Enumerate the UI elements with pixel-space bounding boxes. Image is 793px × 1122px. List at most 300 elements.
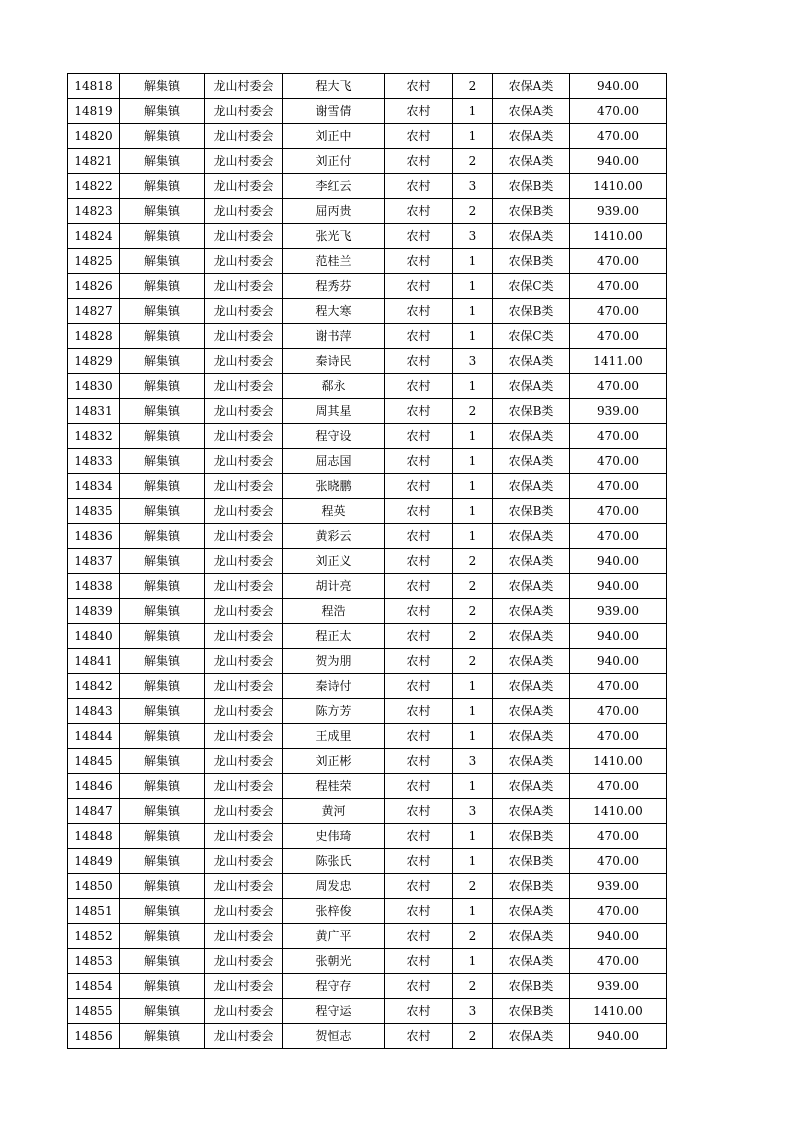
cell-count: 1 [453,299,493,324]
cell-count: 1 [453,724,493,749]
cell-category: 农保A类 [493,574,570,599]
cell-amount: 1410.00 [570,799,667,824]
cell-count: 2 [453,649,493,674]
cell-town: 解集镇 [120,199,205,224]
cell-area-type: 农村 [385,974,453,999]
cell-village: 龙山村委会 [205,324,283,349]
cell-count: 1 [453,699,493,724]
cell-count: 1 [453,274,493,299]
table-row [68,74,667,99]
cell-name: 贺为朋 [283,649,385,674]
cell-area-type: 农村 [385,524,453,549]
cell-town: 解集镇 [120,274,205,299]
cell-area-type: 农村 [385,499,453,524]
cell-category: 农保A类 [493,774,570,799]
cell-village: 龙山村委会 [205,274,283,299]
cell-name: 程秀芬 [283,274,385,299]
cell-name: 郗永 [283,374,385,399]
cell-count: 3 [453,749,493,774]
cell-area-type: 农村 [385,699,453,724]
cell-village: 龙山村委会 [205,474,283,499]
cell-amount: 940.00 [570,649,667,674]
cell-village: 龙山村委会 [205,674,283,699]
cell-count: 1 [453,849,493,874]
cell-village: 龙山村委会 [205,874,283,899]
cell-village: 龙山村委会 [205,574,283,599]
cell-category: 农保A类 [493,349,570,374]
cell-amount: 940.00 [570,149,667,174]
cell-count: 2 [453,149,493,174]
cell-town: 解集镇 [120,149,205,174]
cell-count: 1 [453,424,493,449]
cell-count: 2 [453,74,493,99]
cell-name: 程守运 [283,999,385,1024]
cell-area-type: 农村 [385,99,453,124]
cell-name: 刘正中 [283,124,385,149]
cell-category: 农保B类 [493,499,570,524]
cell-town: 解集镇 [120,524,205,549]
table-row [68,174,667,199]
cell-name: 秦诗付 [283,674,385,699]
cell-amount: 1411.00 [570,349,667,374]
cell-amount: 1410.00 [570,749,667,774]
table-row [68,924,667,949]
cell-id: 14845 [68,749,120,774]
cell-amount: 470.00 [570,849,667,874]
cell-town: 解集镇 [120,949,205,974]
cell-area-type: 农村 [385,774,453,799]
cell-amount: 470.00 [570,374,667,399]
cell-name: 秦诗民 [283,349,385,374]
cell-count: 2 [453,574,493,599]
table-row [68,574,667,599]
cell-village: 龙山村委会 [205,149,283,174]
cell-name: 陈方芳 [283,699,385,724]
cell-name: 张晓鹏 [283,474,385,499]
cell-count: 1 [453,474,493,499]
cell-town: 解集镇 [120,499,205,524]
cell-amount: 940.00 [570,574,667,599]
cell-count: 3 [453,799,493,824]
cell-area-type: 农村 [385,849,453,874]
table-row [68,999,667,1024]
cell-count: 2 [453,1024,493,1049]
cell-category: 农保A类 [493,374,570,399]
cell-amount: 470.00 [570,424,667,449]
cell-town: 解集镇 [120,624,205,649]
cell-category: 农保A类 [493,949,570,974]
cell-id: 14847 [68,799,120,824]
cell-village: 龙山村委会 [205,424,283,449]
cell-town: 解集镇 [120,574,205,599]
table-row [68,149,667,174]
cell-category: 农保B类 [493,199,570,224]
cell-town: 解集镇 [120,649,205,674]
cell-area-type: 农村 [385,749,453,774]
cell-category: 农保A类 [493,524,570,549]
cell-id: 14821 [68,149,120,174]
cell-count: 2 [453,974,493,999]
cell-town: 解集镇 [120,224,205,249]
cell-area-type: 农村 [385,399,453,424]
cell-town: 解集镇 [120,799,205,824]
cell-category: 农保A类 [493,799,570,824]
cell-id: 14823 [68,199,120,224]
cell-category: 农保B类 [493,174,570,199]
table-row [68,874,667,899]
cell-name: 屈志国 [283,449,385,474]
cell-area-type: 农村 [385,274,453,299]
cell-name: 王成里 [283,724,385,749]
cell-id: 14841 [68,649,120,674]
cell-name: 黄河 [283,799,385,824]
cell-amount: 470.00 [570,249,667,274]
cell-village: 龙山村委会 [205,624,283,649]
cell-area-type: 农村 [385,149,453,174]
cell-category: 农保B类 [493,299,570,324]
table-row [68,774,667,799]
cell-id: 14844 [68,724,120,749]
cell-town: 解集镇 [120,324,205,349]
cell-category: 农保A类 [493,549,570,574]
cell-count: 3 [453,349,493,374]
table-row [68,199,667,224]
cell-category: 农保C类 [493,324,570,349]
cell-village: 龙山村委会 [205,299,283,324]
cell-count: 1 [453,824,493,849]
cell-town: 解集镇 [120,249,205,274]
cell-id: 14849 [68,849,120,874]
cell-town: 解集镇 [120,174,205,199]
cell-id: 14832 [68,424,120,449]
cell-area-type: 农村 [385,1024,453,1049]
cell-category: 农保A类 [493,699,570,724]
cell-amount: 470.00 [570,899,667,924]
cell-category: 农保A类 [493,99,570,124]
cell-count: 1 [453,949,493,974]
cell-id: 14830 [68,374,120,399]
cell-id: 14828 [68,324,120,349]
cell-area-type: 农村 [385,649,453,674]
cell-count: 3 [453,174,493,199]
cell-town: 解集镇 [120,599,205,624]
cell-count: 1 [453,899,493,924]
cell-amount: 470.00 [570,99,667,124]
cell-name: 史伟琦 [283,824,385,849]
cell-area-type: 农村 [385,599,453,624]
cell-village: 龙山村委会 [205,749,283,774]
cell-name: 范桂兰 [283,249,385,274]
cell-count: 1 [453,99,493,124]
cell-name: 李红云 [283,174,385,199]
cell-area-type: 农村 [385,74,453,99]
cell-area-type: 农村 [385,449,453,474]
cell-amount: 939.00 [570,199,667,224]
cell-town: 解集镇 [120,699,205,724]
cell-amount: 939.00 [570,874,667,899]
table-row [68,749,667,774]
cell-category: 农保A类 [493,924,570,949]
cell-count: 2 [453,399,493,424]
cell-town: 解集镇 [120,849,205,874]
cell-village: 龙山村委会 [205,999,283,1024]
cell-amount: 470.00 [570,524,667,549]
cell-village: 龙山村委会 [205,724,283,749]
cell-town: 解集镇 [120,999,205,1024]
cell-count: 1 [453,249,493,274]
cell-id: 14852 [68,924,120,949]
cell-category: 农保A类 [493,1024,570,1049]
cell-category: 农保B类 [493,849,570,874]
cell-area-type: 农村 [385,474,453,499]
cell-category: 农保A类 [493,899,570,924]
table-row [68,474,667,499]
cell-id: 14848 [68,824,120,849]
cell-name: 黄广平 [283,924,385,949]
cell-amount: 470.00 [570,699,667,724]
cell-name: 程正太 [283,624,385,649]
cell-village: 龙山村委会 [205,74,283,99]
cell-village: 龙山村委会 [205,899,283,924]
cell-village: 龙山村委会 [205,699,283,724]
cell-name: 程守存 [283,974,385,999]
cell-amount: 940.00 [570,924,667,949]
cell-id: 14825 [68,249,120,274]
cell-village: 龙山村委会 [205,799,283,824]
subsidy-table [67,73,667,1049]
table-row [68,949,667,974]
cell-count: 1 [453,374,493,399]
cell-category: 农保A类 [493,624,570,649]
table-row [68,824,667,849]
table-row [68,849,667,874]
cell-name: 程浩 [283,599,385,624]
cell-town: 解集镇 [120,549,205,574]
cell-village: 龙山村委会 [205,949,283,974]
cell-town: 解集镇 [120,824,205,849]
cell-id: 14843 [68,699,120,724]
table-row [68,324,667,349]
cell-area-type: 农村 [385,874,453,899]
cell-town: 解集镇 [120,474,205,499]
cell-count: 2 [453,874,493,899]
table-row [68,674,667,699]
cell-village: 龙山村委会 [205,449,283,474]
cell-town: 解集镇 [120,449,205,474]
cell-town: 解集镇 [120,974,205,999]
cell-area-type: 农村 [385,424,453,449]
cell-id: 14855 [68,999,120,1024]
cell-village: 龙山村委会 [205,499,283,524]
table-row [68,624,667,649]
cell-area-type: 农村 [385,574,453,599]
cell-amount: 470.00 [570,824,667,849]
cell-area-type: 农村 [385,899,453,924]
cell-town: 解集镇 [120,874,205,899]
cell-town: 解集镇 [120,374,205,399]
cell-town: 解集镇 [120,899,205,924]
cell-name: 屈丙贵 [283,199,385,224]
cell-id: 14833 [68,449,120,474]
cell-category: 农保A类 [493,724,570,749]
cell-town: 解集镇 [120,774,205,799]
cell-village: 龙山村委会 [205,649,283,674]
table-row [68,124,667,149]
cell-area-type: 农村 [385,374,453,399]
cell-category: 农保A类 [493,599,570,624]
cell-count: 2 [453,924,493,949]
cell-id: 14818 [68,74,120,99]
cell-area-type: 农村 [385,224,453,249]
cell-area-type: 农村 [385,124,453,149]
cell-id: 14820 [68,124,120,149]
cell-id: 14846 [68,774,120,799]
cell-id: 14829 [68,349,120,374]
cell-category: 农保B类 [493,999,570,1024]
cell-id: 14856 [68,1024,120,1049]
cell-area-type: 农村 [385,674,453,699]
table-row [68,449,667,474]
cell-category: 农保A类 [493,124,570,149]
cell-id: 14831 [68,399,120,424]
cell-name: 程大寒 [283,299,385,324]
cell-town: 解集镇 [120,749,205,774]
cell-count: 2 [453,549,493,574]
cell-village: 龙山村委会 [205,99,283,124]
cell-id: 14824 [68,224,120,249]
cell-name: 黄彩云 [283,524,385,549]
table-row [68,599,667,624]
cell-amount: 470.00 [570,674,667,699]
cell-name: 张朝光 [283,949,385,974]
cell-amount: 939.00 [570,599,667,624]
cell-area-type: 农村 [385,199,453,224]
cell-area-type: 农村 [385,549,453,574]
cell-area-type: 农村 [385,999,453,1024]
cell-village: 龙山村委会 [205,524,283,549]
cell-name: 程英 [283,499,385,524]
table-row [68,799,667,824]
cell-category: 农保A类 [493,449,570,474]
cell-id: 14827 [68,299,120,324]
cell-id: 14840 [68,624,120,649]
cell-amount: 1410.00 [570,174,667,199]
cell-village: 龙山村委会 [205,549,283,574]
cell-amount: 470.00 [570,124,667,149]
cell-id: 14850 [68,874,120,899]
cell-category: 农保A类 [493,149,570,174]
cell-amount: 940.00 [570,1024,667,1049]
cell-area-type: 农村 [385,174,453,199]
cell-id: 14822 [68,174,120,199]
table-row [68,299,667,324]
cell-count: 1 [453,499,493,524]
cell-town: 解集镇 [120,924,205,949]
cell-village: 龙山村委会 [205,1024,283,1049]
table-row [68,224,667,249]
cell-town: 解集镇 [120,424,205,449]
table-row [68,974,667,999]
cell-category: 农保B类 [493,824,570,849]
table-row [68,424,667,449]
cell-amount: 470.00 [570,474,667,499]
cell-area-type: 农村 [385,924,453,949]
cell-count: 1 [453,449,493,474]
cell-category: 农保A类 [493,749,570,774]
table-row [68,699,667,724]
cell-count: 1 [453,674,493,699]
cell-town: 解集镇 [120,99,205,124]
cell-amount: 939.00 [570,399,667,424]
cell-id: 14819 [68,99,120,124]
cell-village: 龙山村委会 [205,124,283,149]
cell-town: 解集镇 [120,674,205,699]
cell-village: 龙山村委会 [205,374,283,399]
cell-village: 龙山村委会 [205,924,283,949]
cell-town: 解集镇 [120,399,205,424]
cell-name: 张光飞 [283,224,385,249]
cell-name: 胡计亮 [283,574,385,599]
cell-id: 14836 [68,524,120,549]
cell-id: 14837 [68,549,120,574]
cell-amount: 939.00 [570,974,667,999]
cell-name: 周其星 [283,399,385,424]
cell-area-type: 农村 [385,824,453,849]
cell-id: 14854 [68,974,120,999]
table-row [68,549,667,574]
cell-id: 14842 [68,674,120,699]
cell-id: 14838 [68,574,120,599]
cell-name: 刘正彬 [283,749,385,774]
table-row [68,499,667,524]
cell-name: 程桂荣 [283,774,385,799]
cell-village: 龙山村委会 [205,774,283,799]
cell-id: 14826 [68,274,120,299]
cell-count: 3 [453,999,493,1024]
cell-name: 陈张氏 [283,849,385,874]
table-row [68,349,667,374]
cell-amount: 940.00 [570,549,667,574]
cell-amount: 470.00 [570,324,667,349]
cell-id: 14839 [68,599,120,624]
cell-village: 龙山村委会 [205,224,283,249]
cell-category: 农保A类 [493,674,570,699]
cell-area-type: 农村 [385,799,453,824]
cell-town: 解集镇 [120,299,205,324]
cell-count: 2 [453,599,493,624]
cell-area-type: 农村 [385,724,453,749]
cell-town: 解集镇 [120,124,205,149]
table-row [68,899,667,924]
cell-name: 贺恒志 [283,1024,385,1049]
cell-area-type: 农村 [385,249,453,274]
cell-name: 周发忠 [283,874,385,899]
cell-id: 14851 [68,899,120,924]
cell-name: 刘正付 [283,149,385,174]
cell-village: 龙山村委会 [205,824,283,849]
cell-category: 农保A类 [493,424,570,449]
cell-amount: 470.00 [570,449,667,474]
cell-village: 龙山村委会 [205,174,283,199]
cell-name: 谢雪倩 [283,99,385,124]
table-row [68,649,667,674]
cell-category: 农保B类 [493,874,570,899]
table-row [68,399,667,424]
cell-name: 张梓俊 [283,899,385,924]
cell-name: 程守设 [283,424,385,449]
table-row [68,374,667,399]
cell-category: 农保B类 [493,399,570,424]
